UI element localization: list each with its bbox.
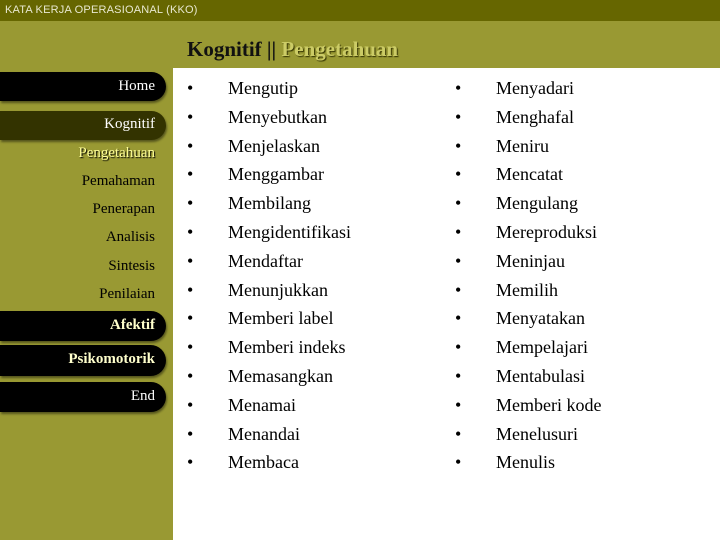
bullet-icon: •	[187, 308, 194, 329]
bullet-icon: •	[187, 279, 194, 300]
verb-text: Membilang	[228, 193, 311, 214]
verb-text: Mengutip	[228, 78, 298, 98]
bullet-icon: •	[187, 135, 194, 156]
bullet-icon: •	[455, 337, 462, 358]
nav-penilaian-link[interactable]: Penilaian	[99, 286, 155, 302]
bullet-icon: •	[455, 106, 462, 127]
bullet-icon: •	[187, 221, 194, 242]
nav-psikomotorik-label[interactable]: Psikomotorik	[68, 351, 155, 367]
bullet-icon: •	[455, 452, 462, 473]
slide-title	[187, 37, 398, 62]
verb-text: Mendaftar	[228, 250, 303, 271]
verb-text: Menggambar	[228, 164, 324, 185]
verb-text: Menyebutkan	[228, 106, 327, 127]
verb-text: Menyatakan	[496, 308, 585, 329]
verb-text: Menamai	[228, 394, 296, 415]
verb-text: Mereproduksi	[496, 221, 597, 242]
bullet-icon: •	[187, 250, 194, 271]
bullet-icon: •	[455, 221, 462, 242]
nav-pengetahuan-link[interactable]: Pengetahuan	[78, 145, 155, 161]
nav-home-label[interactable]: Home	[118, 78, 155, 94]
slide-title-band	[173, 21, 720, 68]
verb-text: Menulis	[496, 452, 556, 473]
verb-text: Membaca	[228, 452, 299, 473]
verb-text: Meninjau	[496, 250, 565, 271]
nav-analisis-link[interactable]: Analisis	[105, 229, 155, 245]
bullet-icon: •	[187, 452, 194, 473]
bullet-icon: •	[455, 164, 462, 185]
bullet-icon: •	[455, 250, 462, 271]
content-area	[173, 68, 720, 540]
verb-text: Mengidentifikasi	[228, 221, 351, 242]
slide-title-main: Kognitif ||	[187, 37, 282, 61]
bullet-icon: •	[455, 135, 462, 156]
verb-text: Memberi kode	[496, 394, 602, 415]
verb-text: Menelusuri	[496, 423, 578, 444]
bullet-icon: •	[455, 394, 462, 415]
nav-pemahaman-link[interactable]: Pemahaman	[81, 173, 155, 189]
nav-penerapan-link[interactable]: Penerapan	[92, 201, 155, 217]
bullet-icon: •	[455, 423, 462, 444]
verb-text: Mencatat	[496, 164, 563, 185]
bullet-icon: •	[455, 279, 462, 300]
nav-sintesis-link[interactable]: Sintesis	[108, 258, 155, 274]
slide-title-highlight: Pengetahuan	[281, 37, 399, 61]
verb-text: Menandai	[228, 423, 300, 444]
verb-text: Memberi indeks	[228, 337, 346, 358]
top-header-bar	[0, 0, 720, 21]
bullet-icon: •	[187, 337, 194, 358]
sidebar-nav	[0, 21, 173, 540]
nav-afektif-label[interactable]: Afektif	[110, 317, 155, 333]
bullet-icon: •	[455, 308, 462, 329]
nav-kognitif-label[interactable]: Kognitif	[104, 116, 155, 132]
verb-text: Menyadari	[496, 78, 574, 98]
verb-text: Menghafal	[496, 106, 574, 127]
bullet-icon: •	[187, 164, 194, 185]
verb-text: Memberi label	[228, 308, 334, 329]
verb-text: Memilih	[496, 279, 558, 300]
bullet-icon: •	[187, 193, 194, 214]
verb-text: Mentabulasi	[496, 365, 585, 386]
verb-text: Meniru	[496, 135, 549, 156]
bullet-icon: •	[455, 193, 462, 214]
bullet-icon: •	[187, 394, 194, 415]
verb-text: Memasangkan	[228, 365, 333, 386]
verb-text: Mempelajari	[496, 337, 588, 358]
verb-text: Mengulang	[496, 193, 578, 214]
bullet-icon: •	[187, 423, 194, 444]
bullet-icon: •	[187, 365, 194, 386]
bullet-icon: •	[187, 106, 194, 127]
bullet-icon: •	[187, 78, 194, 98]
bullet-icon: •	[455, 365, 462, 386]
verb-text: Menjelaskan	[228, 135, 320, 156]
verb-text: Menunjukkan	[228, 279, 328, 300]
bullet-icon: •	[455, 78, 462, 98]
nav-end-label[interactable]: End	[130, 388, 155, 404]
header-title: KATA KERJA OPERASIOANAL (KKO)	[5, 4, 198, 16]
